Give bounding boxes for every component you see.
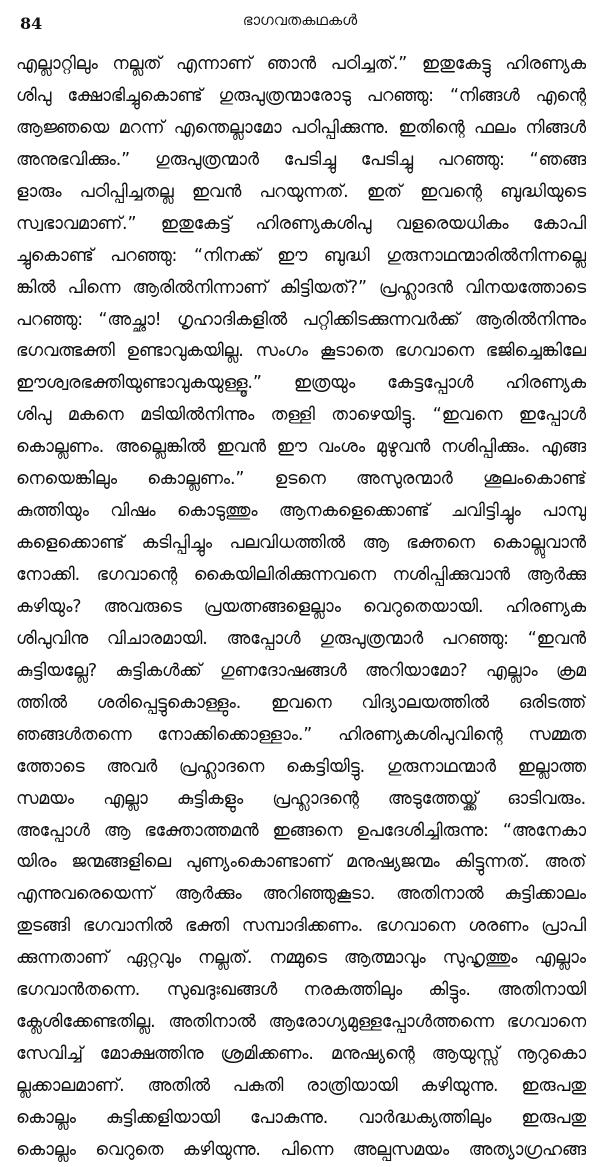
text-line: എന്നുവരെയെന്ന് ആർക്കും അറിഞ്ഞുകൂടാ. അതിനാൽ കുട്ടിക്കാലം — [16, 884, 586, 905]
text-line: ളാരും പഠിപ്പിച്ചതല്ല ഇവൻ പറയുന്നത്. ഇത് ഇവന്റെ ബുദ്ധിയുടെ — [16, 181, 586, 202]
text-line: കളെക്കൊണ്ട് കടിപ്പിച്ചും പലവിധത്തിൽ ആ ഭക്തനെ കൊല്ലുവാൻ — [16, 533, 586, 554]
text-line: അനുഭവിക്കും.” ഗുരുപുത്രന്മാർ പേടിച്ചു പേടിച്ചു പറഞ്ഞു: “ഞങ്ങ — [16, 149, 586, 170]
page-number: 84 — [20, 14, 43, 33]
text-line: ഞങ്ങൾതന്നെ നോക്കിക്കൊള്ളാം.” ഹിരണ്യകശിപുവിന്റെ സമ്മത — [16, 724, 586, 745]
text-line: ത്തോടെ അവർ പ്രഹ്ലാദനെ കെട്ടിയിട്ടു. ഗുരുനാഥന്മാർ ഇല്ലാത്ത — [16, 756, 586, 777]
text-line: ശിപു ക്ഷോഭിച്ചുകൊണ്ട് ഗുരുപുത്രന്മാരോടു പറഞ്ഞു: “നിങ്ങൾ എന്റെ — [16, 85, 586, 106]
text-line: ങ്കിൽ പിന്നെ ആരിൽനിന്നാണ് കിട്ടിയത്?” പ്രഹ്ലാദൻ വിനയത്തോടെ — [16, 277, 586, 298]
text-line: ക്ലേശിക്കേണ്ടതില്ല. അതിനാൽ ആരോഗ്യമുള്ളപ്പോൾത്തന്നെ ഭഗവാനെ — [16, 1012, 586, 1033]
running-title: ഭാഗവതകഥകൾ — [242, 11, 358, 29]
text-line: സേവിച്ച് മോക്ഷത്തിനു ശ്രമിക്കണം. മനുഷ്യന്റെ ആയുസ്സ് നൂറുകൊ — [16, 1044, 586, 1065]
text-line: കൊല്ലണം. അല്ലെങ്കിൽ ഇവൻ ഈ വംശം മുഴുവൻ നശിപ്പിക്കും. എങ്ങ — [16, 437, 586, 458]
text-line: യിരം ജന്മങ്ങളിലെ പുണ്യംകൊണ്ടാണ് മനുഷ്യജന്മം കിട്ടുന്നത്. അത് — [16, 852, 586, 873]
text-line: ല്ലക്കാലമാണ്. അതിൽ പകുതി രാത്രിയായി കഴിയുന്നു. ഇരുപതു — [16, 1076, 586, 1096]
text-line: ക്കുന്നതാണ് ഏറ്റവും നല്ലത്. നമ്മുടെ ആത്മാവും സുഹൃത്തും എല്ലാം — [16, 948, 586, 969]
text-line: അപ്പോൾ ആ ഭക്തോത്തമൻ ഇങ്ങനെ ഉപദേശിച്ചിരുന്നു: “അനേകാ — [16, 820, 586, 841]
text-line: സ്വഭാവമാണ്.” ഇതുകേട്ട് ഹിരണ്യകശിപു വളരെയധികം കോപി — [16, 213, 586, 234]
text-line: കഴിയും? അവരുടെ പ്രയത്നങ്ങളെല്ലാം വെറുതെയായി. ഹിരണ്യക — [16, 596, 586, 617]
text-line: കുത്തിയും വിഷം കൊടുത്തും ആനകളെക്കൊണ്ട് ചവിട്ടിച്ചും പാമ്പു — [16, 501, 586, 522]
text-line: ശിപു മകനെ മടിയിൽനിന്നും തള്ളി താഴെയിട്ടു. “ഇവനെ ഇപ്പോൾ — [16, 405, 586, 426]
text-line: നോക്കി. ഭഗവാന്റെ കൈയിലിരിക്കുന്നവനെ നശിപ്പിക്കുവാൻ ആർക്കു — [16, 565, 586, 585]
text-line: ശിപുവിനു വിചാരമായി. അപ്പോൾ ഗുരുപുത്രന്മാർ പറഞ്ഞു: “ഇവൻ — [16, 628, 586, 649]
text-line: ഭഗവത്ഭക്തി ഉണ്ടാവുകയില്ല. സംഗം കൂടാതെ ഭഗവാനെ ഭജിച്ചെങ്കിലേ — [16, 341, 586, 362]
text-line: ആജ്ഞയെ മറന്ന് എന്തെല്ലാമോ പഠിപ്പിക്കുന്നു. ഇതിന്റെ ഫലം നിങ്ങൾ — [16, 117, 586, 138]
text-line: കുട്ടിയല്ലേ? കുട്ടികൾക്ക് ഗുണദോഷങ്ങൾ അറിയാമോ? എല്ലാം ക്രമ — [16, 660, 586, 681]
body-text — [16, 49, 586, 1167]
text-line: ച്ചുകൊണ്ട് പറഞ്ഞു: “നിനക്ക് ഈ ബുദ്ധി ഗുരുനാഥന്മാരിൽനിന്നല്ലെ — [16, 245, 586, 266]
text-line: സമയം എല്ലാ കുട്ടികളും പ്രഹ്ലാദന്റെ അടുത്തേയ്ക്ക് ഓടിവരും. — [16, 788, 586, 809]
text-line: തുടങ്ങി ഭഗവാനിൽ ഭക്തി സമ്പാദിക്കണം. ഭഗവാനെ ശരണം പ്രാപി — [16, 916, 586, 937]
text-line: എല്ലാറ്റിലും നല്ലത് എന്നാണ് ഞാൻ പഠിച്ചത്.” ഇതുകേട്ടു ഹിരണ്യക — [16, 54, 586, 74]
text-line: കൊല്ലം വെറുതെ കഴിയുന്നു. പിന്നെ അല്പസമയം അത്യാഗ്രഹങ്ങ — [16, 1139, 586, 1160]
text-line: പറഞ്ഞു: “അച്ഛാ! ഗൃഹാദികളിൽ പറ്റിക്കിടക്കുന്നവർക്ക് ആരിൽനിന്നും — [16, 309, 586, 330]
text-line: ഭഗവാൻതന്നെ. സുഖദുഃഖങ്ങൾ നരകത്തിലും കിട്ടും. അതിനായി — [16, 980, 586, 1001]
text-line: ത്തിൽ ശരിപ്പെട്ടുകൊള്ളും. ഇവനെ വിദ്യാലയത്തിൽ ഒരിടത്ത് — [16, 692, 586, 713]
text-line: ഈശ്വരഭക്തിയുണ്ടാവുകയുള്ളൂ.” ഇത്രയും കേട്ടപ്പോൾ ഹിരണ്യക — [16, 373, 586, 394]
text-line: നെയെങ്കിലും കൊല്ലണം.” ഉടനെ അസുരന്മാർ ശൂലംകൊണ്ട് — [16, 469, 586, 490]
page-header — [0, 8, 600, 38]
text-line: കൊല്ലം കുട്ടിക്കളിയായി പോകുന്നു. വാർദ്ധക്യത്തിലും ഇരുപതു — [16, 1107, 586, 1128]
